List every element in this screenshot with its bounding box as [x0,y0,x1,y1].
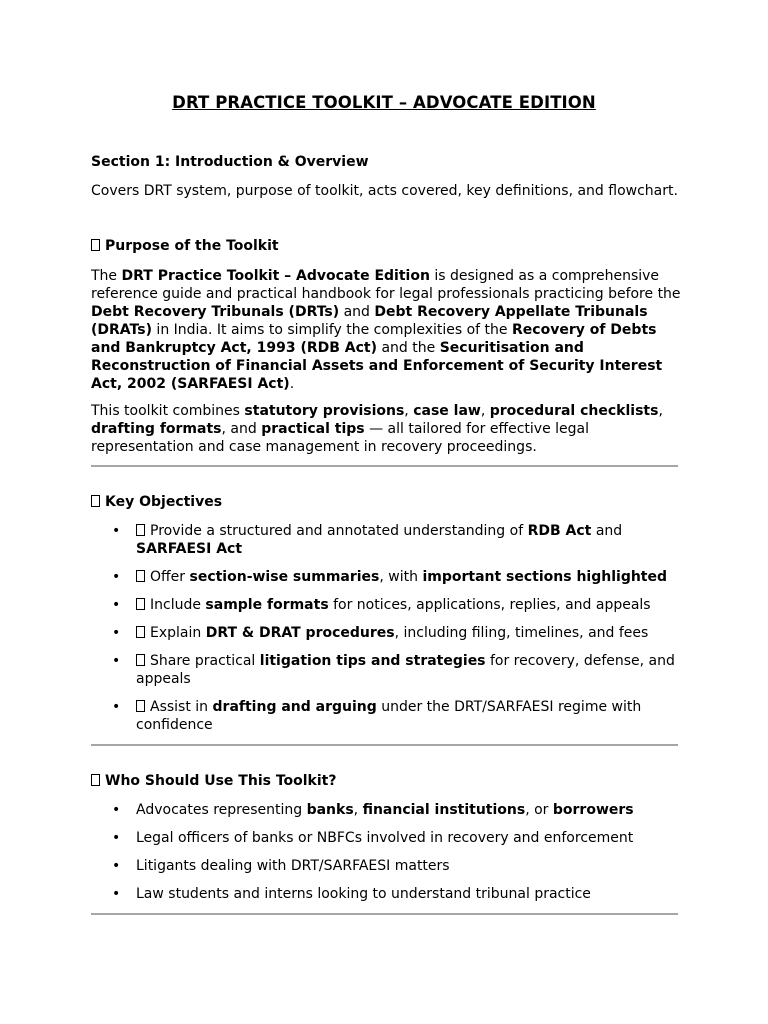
missing-glyph-icon [136,524,145,536]
list-item [91,624,681,642]
missing-glyph-icon [91,239,100,251]
missing-glyph-icon [136,626,145,638]
objectives-heading-text: Key Objectives [105,494,223,510]
objectives-list [91,522,681,734]
text-run: , [658,403,663,419]
section1-summary: Covers DRT system, purpose of toolkit, acts covered, key definitions, and flowchart. [91,183,678,199]
bold-text: important sections highlighted [422,569,668,585]
list-item [91,652,681,688]
text-run: Litigants dealing with DRT/SARFAESI matters [136,858,450,874]
section1-heading: Section 1: Introduction & Overview [91,154,369,170]
text-run: under the DRT/SARFAESI regime with confidence [136,699,642,733]
audience-list [91,801,681,903]
bold-text: DRT Practice Toolkit – Advocate Edition [121,268,430,284]
bold-text: financial institutions [362,802,526,818]
text-run: Provide a structured and annotated understanding of [150,523,528,539]
text-run: . [289,376,295,392]
missing-glyph-icon [136,654,145,666]
bold-text: DRT & DRAT procedures [205,625,395,641]
purpose-heading-text: Purpose of the Toolkit [105,238,279,254]
text-run: , with [379,569,423,585]
text-run: , [353,802,363,818]
text-run: , [480,403,490,419]
text-run: Law students and interns looking to understand tribunal practice [136,886,591,902]
bold-text: Debt Recovery Tribunals (DRTs) [91,304,340,320]
list-item [91,801,681,819]
bold-text: litigation tips and strategies [259,653,486,669]
bold-text: borrowers [552,802,634,818]
text-run: in India. It aims to simplify the complexities of the [151,322,512,338]
purpose-paragraph-2 [91,402,681,456]
purpose-heading [91,238,279,254]
purpose-paragraph-1 [91,267,681,393]
text-run: is designed as a comprehensive reference guide and practical handbook for legal professionals practicing before the [91,268,681,302]
text-run: — all tailored for effective legal representation and case management in recovery proceedings. [91,421,590,455]
bold-text: drafting and arguing [212,699,377,715]
bold-text: drafting formats [91,421,222,437]
text-run: , and [221,421,262,437]
missing-glyph-icon [91,495,100,507]
divider [91,744,678,746]
missing-glyph-icon [136,700,145,712]
list-item [91,522,681,558]
text-run: , including filing, timelines, and fees [394,625,649,641]
text-run: and [591,523,623,539]
text-run: The [91,268,122,284]
text-run: Offer [150,569,190,585]
bold-text: RDB Act [527,523,592,539]
text-run: , [404,403,414,419]
text-run: , or [525,802,553,818]
list-item [91,698,681,734]
list-item [91,596,681,614]
text-run: Assist in [150,699,213,715]
bold-text: sample formats [205,597,329,613]
bold-text: practical tips [261,421,365,437]
text-run: and the [377,340,440,356]
text-run: This toolkit combines [91,403,245,419]
list-item [91,857,681,875]
missing-glyph-icon [91,774,100,786]
text-run: Advocates representing [136,802,307,818]
text-run: Include [150,597,206,613]
bold-text: Securitisation and Reconstruction of Financial Assets and Enforcement of Security Interest Act, 2002 (SARFAESI Act) [91,340,663,392]
text-run: Share practical [150,653,260,669]
bold-text: Debt Recovery Appellate Tribunals (DRATs) [91,304,648,338]
bold-text: banks [306,802,354,818]
missing-glyph-icon [136,570,145,582]
text-run: for notices, applications, replies, and appeals [328,597,651,613]
audience-heading [91,773,336,789]
text-run: for recovery, defense, and appeals [136,653,675,687]
missing-glyph-icon [136,598,145,610]
divider [91,465,678,467]
list-item [91,568,681,586]
text-run: Explain [150,625,206,641]
bold-text: case law [413,403,481,419]
bold-text: statutory provisions [244,403,405,419]
document-title: DRT PRACTICE TOOLKIT – ADVOCATE EDITION [172,93,596,112]
divider [91,913,678,915]
list-item [91,829,681,847]
text-run: and [339,304,375,320]
bold-text: SARFAESI Act [136,541,243,557]
audience-heading-text: Who Should Use This Toolkit? [105,773,337,789]
text-run: Legal officers of banks or NBFCs involved in recovery and enforcement [136,830,634,846]
bold-text: procedural checklists [489,403,659,419]
bold-text: section-wise summaries [189,569,380,585]
bold-text: Recovery of Debts and Bankruptcy Act, 1993 (RDB Act) [91,322,657,356]
list-item [91,885,681,903]
objectives-heading [91,494,222,510]
